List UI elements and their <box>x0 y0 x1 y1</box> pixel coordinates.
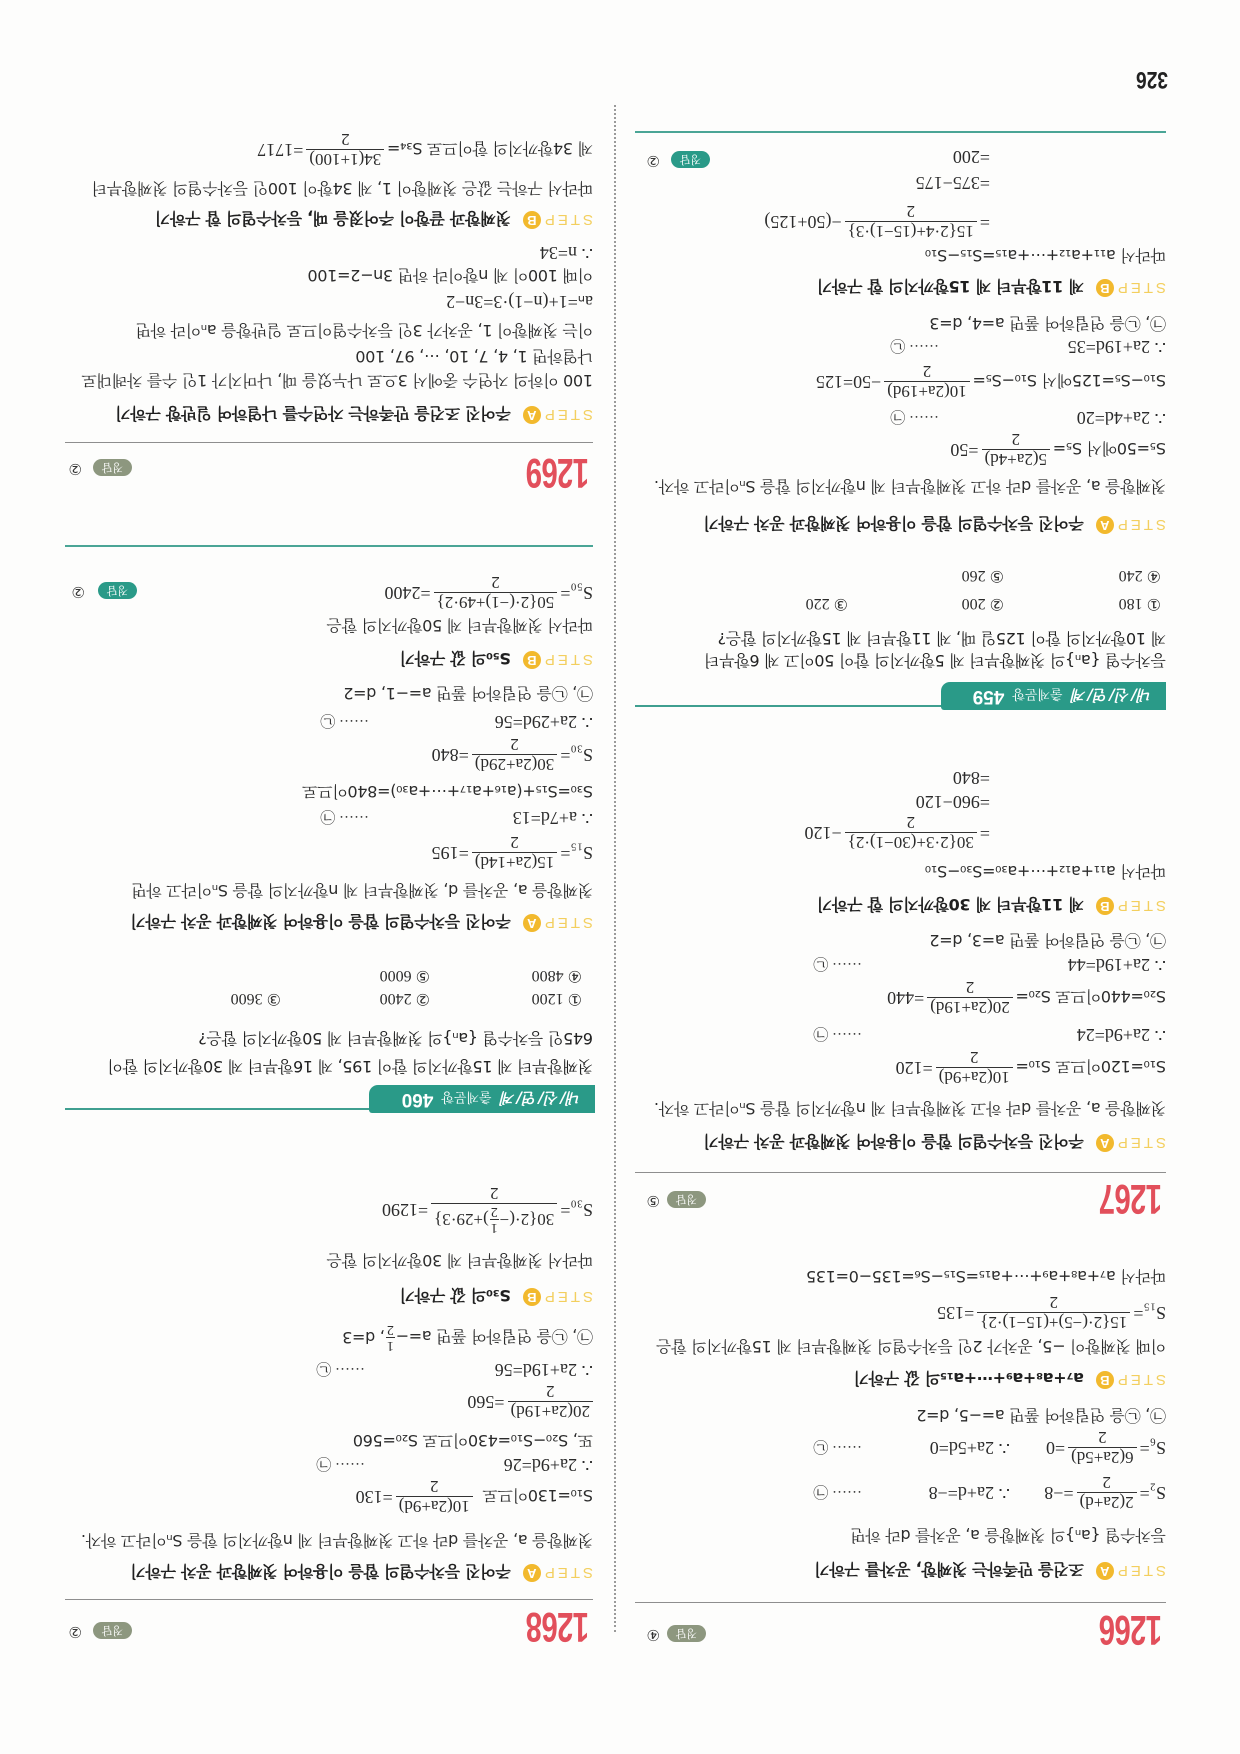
step-letter-circle: B <box>1096 897 1114 915</box>
denominator: 2 <box>906 813 916 833</box>
section-end-rule <box>65 545 593 547</box>
eq-rhs: =195 <box>431 843 469 864</box>
eq-rhs: =560 <box>467 1392 505 1413</box>
denominator: 2 <box>1049 1293 1058 1313</box>
right-column <box>65 0 593 1754</box>
solution-line: 첫째항을 a, 공차를 d, 첫째항부터 제 n항까지의 합을 Sₙ이라고 하면 <box>131 881 593 901</box>
eq-lhs: S₅=50에서 S₅= <box>1052 439 1166 459</box>
choice-2: ② 2400 <box>379 990 430 1007</box>
solution-line: 첫째항을 a, 공차를 d라 하고 첫째항부터 제 n항까지의 합을 Sₙ이라고 하자. <box>654 477 1166 497</box>
step-letter-circle: A <box>523 406 541 424</box>
numerator: 15{2·(−5)+(15−1)·2} <box>977 1313 1130 1333</box>
numerator-part: 30{2·(− <box>499 1210 555 1230</box>
problem-number: 1269 <box>526 450 589 497</box>
step-letter-circle: A <box>523 1564 541 1582</box>
solution-line: 나열하면 1, 4, 7, 10, ⋯, 97, 100 <box>355 347 593 367</box>
solution-line: 따라서 첫째항부터 제 50항까지의 합은 <box>326 616 593 636</box>
solution-line: 이때 100이 제 n항이라 하면 3n−2=100 <box>307 266 593 286</box>
solution-line: 따라서 구하는 값은 첫째항이 1, 제 34항이 100인 등차수열의 첫째항부터 <box>91 179 593 199</box>
choice-4: ④ 4800 <box>531 967 582 984</box>
equation-marker: ······ ㉡ <box>813 955 862 972</box>
equation-line <box>813 953 1166 977</box>
eq-lhs: S₁₀−S₅=125에서 S₁₀−S₅= <box>972 371 1166 391</box>
equation-line: aₙ=1+(n−1)·3=3n−2 <box>446 292 593 313</box>
therefore-clause: ∴ a+7d=13 <box>512 808 593 829</box>
numerator: 10(2a+19d) <box>884 382 969 402</box>
solution-line: 이때 첫째항이 −5, 공차가 2인 등차수열의 첫째항부터 제 15항까지의 합은 <box>656 1337 1166 1357</box>
eq-rhs: =1717 <box>257 140 304 161</box>
solution-line: ㉠, ㉡을 연립하여 풀면 a=−1, d=2 <box>343 684 593 704</box>
step-label: STEP <box>1114 897 1166 915</box>
step-label: STEP <box>1114 279 1166 297</box>
step-b-heading <box>400 648 593 672</box>
fraction <box>982 431 1050 470</box>
denominator: 2 <box>1102 1473 1111 1493</box>
step-title: 주어진 등차수열의 합을 이용하여 첫째항과 공차 구하기 <box>130 1562 511 1582</box>
choice-2: ② 200 <box>961 595 1004 612</box>
equation-line <box>813 1471 1166 1515</box>
eq-rhs: =0 <box>1045 1438 1066 1459</box>
denominator: 2 <box>546 1382 555 1402</box>
solution-line: 따라서 a₁₁+a₁₂+⋯+a₃₀=S₃₀−S₁₀ <box>925 862 1166 882</box>
equation-marker: ······ ㉡ <box>890 337 939 354</box>
answer-value: ② <box>68 1623 82 1641</box>
fraction <box>431 1185 557 1236</box>
answer-badge: 정답 <box>667 1191 706 1208</box>
equation-line <box>320 710 593 734</box>
step-a-heading <box>814 1559 1166 1583</box>
equation-line <box>432 733 593 777</box>
step-letter-circle: B <box>1096 1371 1114 1389</box>
column-divider <box>614 105 616 1632</box>
step-a-heading <box>704 513 1166 537</box>
step-letter-circle: A <box>1096 1134 1114 1152</box>
step-label: STEP <box>541 651 593 669</box>
step-label: STEP <box>541 211 593 229</box>
problem-number: 1266 <box>1099 1607 1162 1654</box>
eq-lhs: S₁₀=130이므로 <box>482 1486 593 1506</box>
denominator: 2 <box>1011 430 1020 450</box>
step-title: S₃₀의 값 구하기 <box>399 1286 511 1306</box>
answer-value: ② <box>71 583 85 601</box>
numerator: 10(2a+9d) <box>396 1497 473 1517</box>
eq-rhs: =130 <box>355 1487 393 1508</box>
banner-prefix: 내/신/연/계 <box>1070 686 1152 705</box>
eq-rhs: =440 <box>887 988 925 1009</box>
step-title: 조건을 만족하는 첫째항, 공차를 구하기 <box>814 1560 1084 1580</box>
answer-value: ② <box>646 152 660 170</box>
eq-lhs: ㉠, ㉡을 연립하여 풀면 a=− <box>395 1327 593 1347</box>
solution-line: 따라서 첫째항부터 제 30항까지의 합은 <box>326 1251 593 1271</box>
banner-label: 출제문항 <box>1012 686 1063 702</box>
therefore-clause: ∴ 2a+9d=26 <box>503 1455 593 1476</box>
equation-line <box>257 128 593 172</box>
equation-line <box>813 1023 1166 1047</box>
equation-line <box>890 406 1166 430</box>
step-title: a₇+a₈+a₉+⋯+a₁₅의 값 구하기 <box>853 1369 1084 1389</box>
nested-fraction <box>490 1205 499 1236</box>
question-text: 등차수열 {aₙ}의 첫째항부터 제 5항까지의 합이 50이고 제 6항부터 <box>704 651 1166 671</box>
equation-marker: ······ ㉡ <box>813 1438 862 1455</box>
equation-marker: ······ ㉠ <box>320 808 369 825</box>
numerator: 5(2a+4d) <box>982 450 1050 470</box>
fraction <box>396 1478 473 1517</box>
step-letter-circle: B <box>523 1288 541 1306</box>
question-text: 제 10항까지의 합이 125일 때, 제 11항부터 제 15항까지의 합은? <box>717 629 1166 649</box>
equation-line <box>384 571 593 615</box>
choice-4: ④ 240 <box>1118 567 1161 584</box>
step-title: 제 11항부터 제 30항까지의 합 구하기 <box>817 895 1084 915</box>
left-column <box>635 0 1166 1754</box>
eq-lhs: S₆= <box>1139 1438 1166 1459</box>
numerator: 50{2·(−1)+49·2} <box>434 593 558 613</box>
denominator: 2 <box>490 1204 498 1220</box>
solution-line: 따라서 a₁₁+a₁₂+⋯+a₁₅=S₁₅−S₁₀ <box>925 246 1166 266</box>
step-title: 주어진 조건을 만족하는 자연수를 나열하여 일반항 구하기 <box>115 404 511 424</box>
eq-lhs: S₁₀=120이므로 S₁₀= <box>1015 1057 1166 1077</box>
eq-lhs: S₁₅= <box>1133 1303 1166 1324</box>
equation-line <box>342 1316 593 1360</box>
equation-line <box>764 200 990 244</box>
numerator: 15{2·4+(15−1)·3} <box>845 222 977 242</box>
answer-badge: 정답 <box>93 459 132 476</box>
section-end-rule <box>635 131 1166 133</box>
equation-line <box>896 1046 1166 1090</box>
fraction <box>472 834 557 873</box>
eq-lhs: = <box>979 823 990 844</box>
step-letter-circle: A <box>1096 516 1114 534</box>
numerator: 1 <box>490 1220 498 1236</box>
answer-value: ② <box>68 460 82 478</box>
choice-3: ③ 3600 <box>230 990 281 1007</box>
numerator: 20(2a+19d) <box>927 998 1012 1018</box>
divider-rule <box>65 1599 593 1600</box>
step-label: STEP <box>541 1288 593 1306</box>
answer-badge: 정답 <box>98 582 137 599</box>
answer-badge: 정답 <box>667 1625 706 1642</box>
equation-line <box>356 1475 593 1519</box>
equation-line <box>320 806 593 830</box>
choice-5: ⑤ 6000 <box>379 967 430 984</box>
banner-number: 459 <box>972 686 1005 707</box>
eq-rhs: =2400 <box>384 583 431 604</box>
equation-marker: ······ ㉠ <box>813 1025 862 1042</box>
eq-rhs: , d=3 <box>342 1328 385 1348</box>
solution-line: 첫째항을 a, 공차를 d라 하고 첫째항부터 제 n항까지의 합을 Sₙ이라고 하자. <box>654 1099 1166 1119</box>
equation-line <box>432 831 593 875</box>
answer-badge: 정답 <box>93 1622 132 1639</box>
step-letter-circle: B <box>1096 279 1114 297</box>
eq-lhs: S₃₀= <box>560 745 593 766</box>
equation-line <box>887 976 1166 1020</box>
banner-label: 출제문항 <box>441 1089 492 1105</box>
equation-line <box>937 1291 1166 1335</box>
denominator: 2 <box>1098 1428 1107 1448</box>
step-label: STEP <box>1114 516 1166 534</box>
naesin-problem-banner <box>941 682 1166 710</box>
step-label: STEP <box>541 406 593 424</box>
equation-marker: ······ ㉠ <box>813 1483 862 1500</box>
step-title: 제 11항부터 제 15항까지의 합 구하기 <box>817 277 1084 297</box>
equation-line <box>805 811 990 855</box>
step-letter-circle: A <box>523 914 541 932</box>
fraction <box>508 1383 593 1422</box>
step-label: STEP <box>1114 1371 1166 1389</box>
therefore-clause: ∴ 2a+d=−8 <box>928 1483 1010 1504</box>
fraction <box>434 574 558 613</box>
numerator: 30(2a+29d) <box>472 755 557 775</box>
eq-rhs: −120 <box>804 823 842 844</box>
equation-marker: ······ ㉠ <box>890 408 939 425</box>
numerator: 10(2a+9d) <box>936 1068 1013 1088</box>
divider-rule <box>635 1602 1166 1603</box>
banner-prefix: 내/신/연/계 <box>499 1089 581 1108</box>
solution-line: 이는 첫째항이 1, 공차가 3인 등차수열이므로 일반항을 aₙ이라 하면 <box>135 321 593 341</box>
step-b-heading <box>854 1368 1166 1392</box>
choice-3: ③ 220 <box>805 595 848 612</box>
equation-line: =960−120 <box>915 792 990 813</box>
question-text: 645인 등차수열 {aₙ}의 첫째항부터 제 50항까지의 합은? <box>198 1029 593 1049</box>
eq-lhs: = <box>979 212 990 233</box>
step-b-heading <box>817 276 1166 300</box>
denominator: 2 <box>969 1048 979 1068</box>
step-b-heading <box>817 894 1166 918</box>
step-a-heading <box>131 911 593 935</box>
choice-1: ① 1200 <box>531 990 582 1007</box>
step-title: 첫째항과 끝항이 주어졌을 때, 등차수열의 합 구하기 <box>155 209 511 229</box>
therefore-clause: ∴ 2a+5d=0 <box>929 1438 1010 1459</box>
step-label: STEP <box>541 914 593 932</box>
eq-lhs: S₂= <box>1139 1483 1166 1504</box>
denominator: 2 <box>489 1184 499 1204</box>
step-label: STEP <box>1114 1134 1166 1152</box>
numerator: 34(1+100) <box>306 150 384 170</box>
therefore-clause: ∴ 2a+19d=35 <box>1067 337 1166 358</box>
denominator: 2 <box>491 573 500 593</box>
eq-lhs: S₁₅= <box>560 843 593 864</box>
equation-marker: ······ ㉡ <box>316 1360 365 1377</box>
divider-rule <box>65 442 593 443</box>
solution-line: S₃₀=S₁₅+(a₁₆+a₁₇+⋯+a₃₀)=840이므로 <box>302 782 593 802</box>
page-number: 326 <box>1135 66 1168 93</box>
choice-5: ⑤ 260 <box>961 567 1004 584</box>
solution-line: 등차수열 {aₙ}의 첫째항을 a, 공차를 d라 하면 <box>850 1526 1166 1546</box>
fraction <box>884 363 969 402</box>
answer-badge: 정답 <box>671 151 710 168</box>
banner-number: 460 <box>401 1089 434 1110</box>
problem-number: 1268 <box>526 1604 589 1651</box>
step-letter-circle: B <box>523 211 541 229</box>
answer-value: ④ <box>646 1626 660 1644</box>
equation-line: =375−175 <box>915 173 990 194</box>
fraction <box>472 736 557 775</box>
step-a-heading <box>131 1561 593 1585</box>
therefore-clause: ∴ 2a+19d=56 <box>494 1360 593 1381</box>
numerator <box>431 1204 557 1236</box>
denominator: 2 <box>429 1477 439 1497</box>
denominator: 2 <box>510 833 519 853</box>
divider-rule <box>635 1172 1166 1173</box>
eq-lhs: S₃₀= <box>560 1200 593 1221</box>
numerator: 6(2a+5d) <box>1068 1448 1136 1468</box>
therefore-clause: ∴ 2a+4d=20 <box>1076 408 1166 429</box>
numerator: 1 <box>386 1338 394 1354</box>
numerator: 15(2a+14d) <box>472 853 557 873</box>
denominator: 2 <box>906 202 916 222</box>
step-letter-circle: B <box>523 651 541 669</box>
step-letter-circle: A <box>1096 1562 1114 1580</box>
solution-line: ㉠, ㉡을 연립하여 풀면 a=−5, d=2 <box>916 1406 1166 1426</box>
equation-line <box>382 1180 593 1240</box>
eq-lhs: S₅₀= <box>560 583 593 604</box>
solution-line: ㉠, ㉡을 연립하여 풀면 a=3, d=2 <box>929 931 1166 951</box>
equation-line: =200 <box>952 147 990 168</box>
equation-marker: ······ ㉡ <box>320 712 369 729</box>
numerator: 30{2·3+(30−1)·2} <box>845 833 977 853</box>
fraction <box>1068 1429 1136 1468</box>
equation-line <box>467 1380 593 1424</box>
step-title: 주어진 등차수열의 합을 이용하여 첫째항과 공차 구하기 <box>703 1132 1084 1152</box>
denominator: 2 <box>341 130 350 150</box>
step-b-heading <box>155 208 593 232</box>
denominator: 2 <box>922 362 932 382</box>
numerator: 2(2a+d) <box>1077 1493 1137 1513</box>
step-a-heading <box>115 403 593 427</box>
equation-line <box>816 360 1166 404</box>
equation-line: =840 <box>952 768 990 789</box>
eq-rhs: =135 <box>937 1303 975 1324</box>
equation-line <box>813 1426 1166 1470</box>
eq-lhs: S₂₀=440이므로 S₂₀= <box>1015 987 1166 1007</box>
step-title: 주어진 등차수열의 합을 이용하여 첫째항과 공차 구하기 <box>703 514 1084 534</box>
fraction <box>977 1294 1130 1333</box>
answer-value: ⑤ <box>646 1192 660 1210</box>
step-a-heading <box>704 1131 1166 1155</box>
eq-rhs: −50=125 <box>815 372 882 393</box>
numerator-part: )+29·3} <box>434 1210 489 1230</box>
therefore-clause: ∴ 2a+9d=24 <box>1076 1025 1166 1046</box>
fraction <box>845 814 977 853</box>
step-title: 주어진 등차수열의 합을 이용하여 첫째항과 공차 구하기 <box>130 912 511 932</box>
therefore-clause: ∴ 2a+19d=44 <box>1067 955 1166 976</box>
eq-rhs: =840 <box>431 745 469 766</box>
equation-line <box>316 1453 593 1477</box>
solution-line: ㉠, ㉡을 연립하여 풀면 a=4, d=3 <box>929 314 1166 334</box>
step-label: STEP <box>1114 1562 1166 1580</box>
equation-line: ∴ n=34 <box>539 243 593 264</box>
fraction <box>936 1049 1013 1088</box>
fraction <box>1077 1474 1137 1513</box>
fraction <box>845 203 977 242</box>
therefore-clause: ∴ 2a+29d=56 <box>494 712 593 733</box>
eq-lhs: 제 34항까지의 합이므로 S₃₄= <box>387 139 593 159</box>
eq-rhs: =50 <box>950 440 979 461</box>
step-title: S₅₀의 값 구하기 <box>399 649 511 669</box>
solution-line: 따라서 a₇+a₈+a₉+⋯+a₁₅=S₁₅−S₆=135−0=135 <box>806 1267 1166 1287</box>
naesin-problem-banner <box>369 1085 595 1113</box>
solution-line: 또, S₂₀−S₁₀=430이므로 S₂₀=560 <box>353 1431 593 1451</box>
problem-number: 1267 <box>1099 1176 1162 1223</box>
numerator: 20(2a+19d) <box>508 1402 593 1422</box>
eq-rhs: −(50+125) <box>764 212 842 233</box>
eq-rhs: =−8 <box>1044 1483 1074 1504</box>
eq-rhs: =120 <box>895 1058 933 1079</box>
fraction <box>927 979 1012 1018</box>
equation-marker: ······ ㉠ <box>316 1455 365 1472</box>
solution-line: 첫째항을 a, 공차를 d라 하고 첫째항부터 제 n항까지의 합을 Sₙ이라고 하자. <box>81 1531 593 1551</box>
fraction <box>386 1323 395 1354</box>
equation-line <box>316 1358 593 1382</box>
equation-line <box>950 428 1166 472</box>
denominator: 2 <box>510 735 519 755</box>
choice-1: ① 180 <box>1118 595 1161 612</box>
eq-rhs: =1290 <box>381 1200 429 1221</box>
fraction <box>306 131 384 170</box>
step-label: STEP <box>541 1564 593 1582</box>
step-b-heading <box>400 1285 593 1309</box>
equation-line <box>890 335 1166 359</box>
solution-line: 100 이하의 자연수 중에서 3으로 나누었을 때, 나머지가 1인 수를 차례대로 <box>81 371 593 391</box>
denominator: 2 <box>965 978 975 998</box>
denominator: 2 <box>386 1322 394 1338</box>
question-text: 첫째항부터 제 15항까지의 합이 195, 제 16항부터 제 30항까지의 합이 <box>107 1057 593 1077</box>
